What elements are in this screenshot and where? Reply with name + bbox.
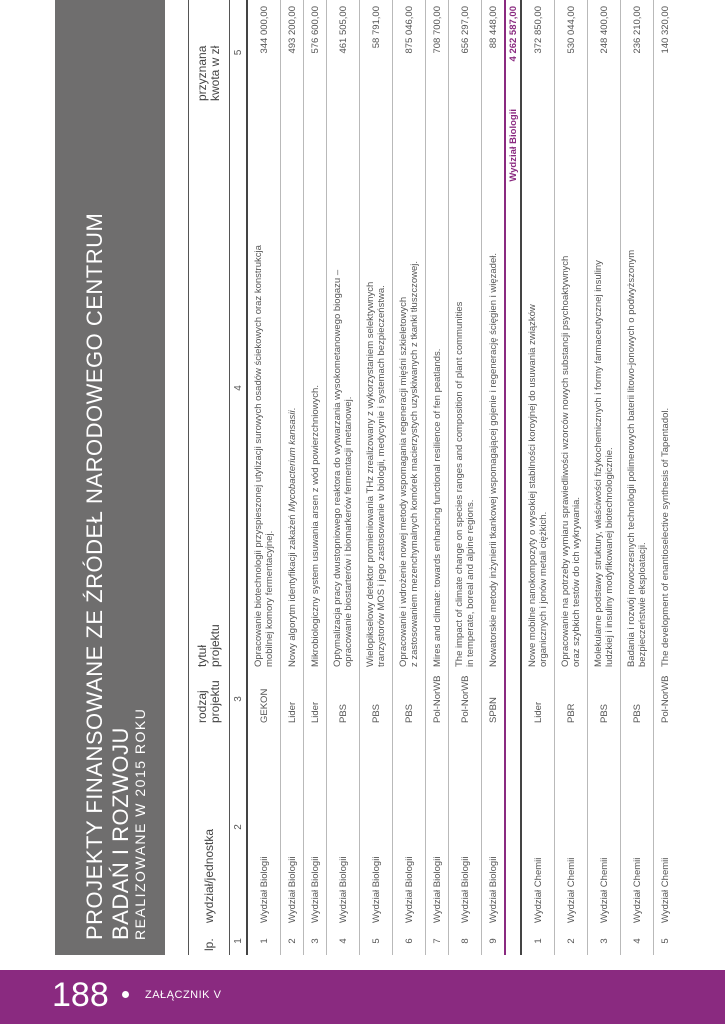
tytul-line-2: oraz szybkich testów do ich wykrywania. [571,496,582,667]
cell-rodzaj: PBS [360,671,393,727]
column-number: 2 [230,727,248,927]
header-rodzaj: rodzaj projektu [189,671,230,727]
tytul-line-1: Badania i rozwój nowoczesnych technologii polimerowych baterii litowo-jonowych o podwyższonym [626,249,637,667]
cell-lp: 4 [327,927,360,955]
cell-rodzaj: SPBN [482,671,506,727]
tytul-line-2: in temperate, boreal and alpine regions. [465,499,476,667]
tytul-line-2: mobilnej komory fermentacyjnej. [264,530,275,667]
table-row [327,0,360,955]
table-row [621,0,654,955]
summary-label: Wydział Biologii [505,105,521,955]
cell-lp: 5 [654,927,677,955]
cell-tytul [521,105,555,671]
cell-kwota: 372 850,00 [521,0,555,105]
cell-wydzial: Wydział Chemii [654,727,677,927]
page-title [82,40,134,940]
cell-rodzaj: Pol-NorWB [426,671,449,727]
cell-tytul [393,105,426,671]
cell-tytul [654,105,677,671]
cell-lp: 5 [360,927,393,955]
cell-lp: 7 [426,927,449,955]
cell-rodzaj: PBS [327,671,360,727]
cell-wydzial: Wydział Biologii [426,727,449,927]
tytul-line-1: Opracowanie na potrzeby wymiaru sprawiedliwości wzorców nowych substancji psychoaktywnych [560,255,571,667]
cell-wydzial: Wydział Biologii [281,727,304,927]
footer-bullet [122,991,129,998]
cell-kwota: 344 000,00 [247,0,281,105]
cell-wydzial: Wydział Biologii [449,727,482,927]
tytul-line-1: Wielopikselowy detektor promieniowania THz zrealizowany z wykorzystaniem selektywnych [365,281,376,667]
column-number: 5 [230,0,248,105]
cell-wydzial: Wydział Biologii [482,727,506,927]
tytul-line-1: Mikrobiologiczny system usuwania arsen z wód powierzchniowych. [309,385,321,667]
table-row [247,0,281,955]
header-lp: lp. [189,927,230,955]
cell-rodzaj: Lider [281,671,304,727]
cell-wydzial: Wydział Biologii [304,727,327,927]
cell-kwota: 461 505,00 [327,0,360,105]
cell-tytul [621,105,654,671]
cell-wydzial: Wydział Chemii [588,727,621,927]
tytul-line-1: Nowy algorytm identyfikacji zakażeń [286,514,298,667]
cell-wydzial: Wydział Chemii [555,727,588,927]
tytul-line-2: opracowanie biostarterów i biomarkerów fermentacji metanowej. [343,396,354,667]
tytul-line-2: tranzystorów MOS i jego zastosowanie w biologii, medycynie i systemach bezpieczeństwa. [376,285,387,667]
table-row [654,0,677,955]
table-row [360,0,393,955]
cell-rodzaj: GEKON [247,671,281,727]
tytul-line-1: Mires and climate: towards enhancing functional resilience of fen peatlands. [431,348,443,667]
tytul-line-1: Opracowanie i wdrożenie nowej metody wspomagania regeneracji mięśni szkieletowych [398,296,409,667]
tytul-line-2: ludzkiej i insuliny modyfikowanej biotechnologicznie. [604,447,615,667]
cell-wydzial: Wydział Biologii [327,727,360,927]
cell-lp: 9 [482,927,506,955]
projects-table [188,0,676,955]
cell-kwota: 236 210,00 [621,0,654,105]
cell-tytul [588,105,621,671]
cell-lp: 6 [393,927,426,955]
cell-lp: 2 [281,927,304,955]
cell-wydzial: Wydział Chemii [521,727,555,927]
cell-lp: 8 [449,927,482,955]
table-row [304,0,327,955]
cell-kwota: 493 200,00 [281,0,304,105]
page-number: 188 [52,976,109,1014]
header-tytul: tytuł projektu [189,105,230,671]
tytul-line-1: Opracowanie biotechnologii przyspieszonej utylizacji surowych osadów ściekowych oraz konstrukcja [253,245,264,667]
tytul-line-1: The development of enantioselective synthesis of Tapentadol. [659,407,671,667]
cell-kwota: 88 448,00 [482,0,506,105]
cell-rodzaj: Lider [521,671,555,727]
title-line-1: PROJEKTY FINANSOWANE ZE ŹRÓDEŁ NARODOWEGO CENTRUM [82,212,107,940]
cell-kwota: 656 297,00 [449,0,482,105]
footer-band [0,970,725,1024]
cell-kwota: 530 044,00 [555,0,588,105]
column-number-row [230,0,248,955]
cell-tytul [426,105,449,671]
tytul-line-1: Nowatorskie metody inżynierii tkankowej wspomagającej gojenie i regenerację ścięgien i więzadeł. [487,253,499,667]
table-row [588,0,621,955]
title-line-2: BADAŃ I ROZWOJU [108,727,133,940]
cell-rodzaj: PBS [588,671,621,727]
summary-row [505,0,521,955]
cell-lp: 1 [521,927,555,955]
cell-rodzaj: PBR [555,671,588,727]
table-header-row [189,0,230,955]
cell-lp: 3 [304,927,327,955]
table-row [393,0,426,955]
tytul-line-2: bezpieczeństwie eksploatacji. [637,542,648,667]
summary-amount: 4 262 587,00 [505,0,521,105]
cell-kwota: 875 046,00 [393,0,426,105]
cell-rodzaj: Lider [304,671,327,727]
table-row [521,0,555,955]
cell-lp: 1 [247,927,281,955]
table-row [449,0,482,955]
cell-rodzaj: Pol-NorWB [449,671,482,727]
tytul-line-2: z zastosowaniem mezenchymalnych komórek macierzystych uzyskiwanych z tkanki tłuszczowej. [409,261,420,667]
column-number: 1 [230,927,248,955]
cell-wydzial: Wydział Biologii [247,727,281,927]
cell-kwota: 58 791,00 [360,0,393,105]
tytul-line-1: Molekularne podstawy struktury, właściwości fizykochemicznych i formy farmaceutycznej insuliny [593,260,604,667]
cell-wydzial: Wydział Biologii [360,727,393,927]
page-subtitle: REALIZOWANE W 2015 ROKU [132,707,148,940]
table-row [555,0,588,955]
cell-rodzaj: PBS [621,671,654,727]
tytul-line-1: The impact of climate change on species ranges and composition of plant communities [454,301,465,667]
cell-tytul [449,105,482,671]
table-row [482,0,506,955]
cell-wydzial: Wydział Chemii [621,727,654,927]
table-row [281,0,304,955]
cell-tytul [247,105,281,671]
table-row [426,0,449,955]
cell-rodzaj: PBS [393,671,426,727]
header-kwota: przyznana kwota w zł [189,0,230,105]
cell-lp: 2 [555,927,588,955]
column-number: 3 [230,671,248,727]
column-number: 4 [230,105,248,671]
cell-tytul [555,105,588,671]
cell-tytul [304,105,327,671]
cell-tytul [327,105,360,671]
tytul-line-1: Nowe mobilne nanokompozyty o wysokiej stabilności koroyjnej do usuwania związków [527,304,538,667]
tytul-line-2: organicznych i jonów metali ciężkich. [538,511,549,667]
cell-kwota: 576 600,00 [304,0,327,105]
cell-tytul [360,105,393,671]
cell-lp: 3 [588,927,621,955]
cell-kwota: 140 320,00 [654,0,677,105]
cell-rodzaj: Pol-NorWB [654,671,677,727]
tytul-line-1: Optymalizacja pracy dwustopniowego reaktora do wytwarzania wysokometanowego biogazu – [332,269,343,667]
cell-lp: 4 [621,927,654,955]
cell-tytul [482,105,506,671]
cell-tytul: Nowy algorytm identyfikacji zakażeń Mycobacterium kansasii. [281,105,304,671]
tytul-italic: Mycobacterium kansasii [286,410,298,512]
cell-kwota: 248 400,00 [588,0,621,105]
header-wydzial: wydział/jednostka [189,727,230,927]
cell-wydzial: Wydział Biologii [393,727,426,927]
footer-section-label: ZAŁĄCZNIK V [145,989,222,1001]
cell-kwota: 708 700,00 [426,0,449,105]
